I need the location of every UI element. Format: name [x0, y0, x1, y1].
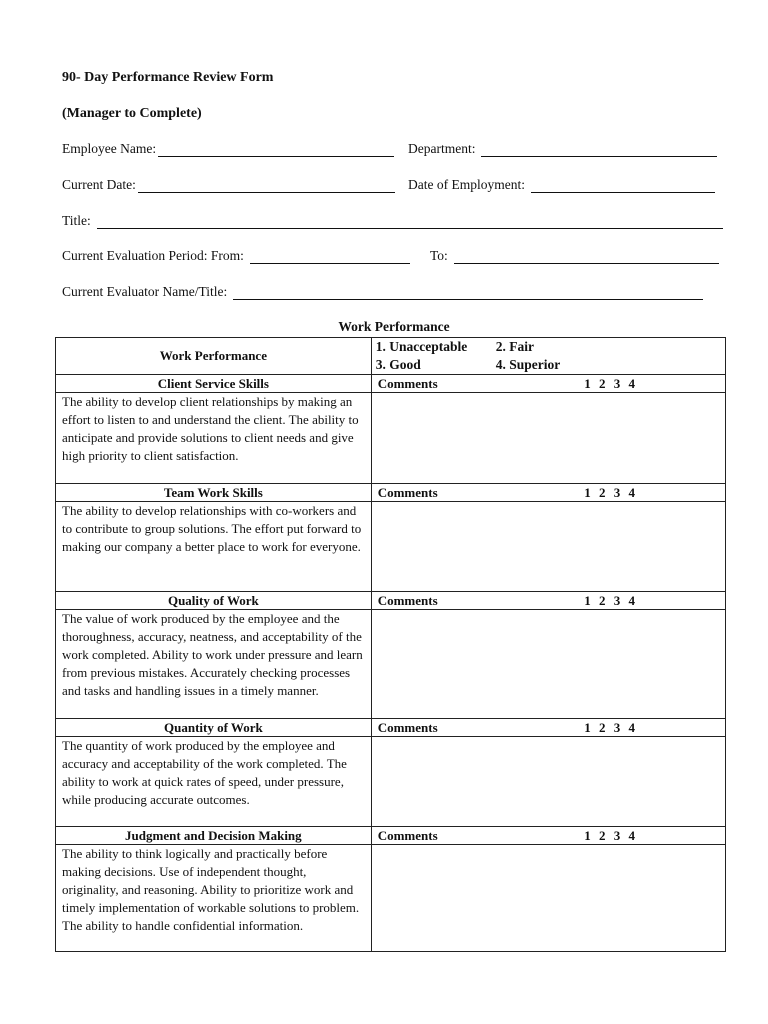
current-date-row — [62, 177, 395, 193]
category-title: Team Work Skills — [56, 484, 372, 502]
category-description: The ability to develop client relationships by making an effort to listen to and understand the client. The ability to anticipate and provide solutions to client needs and give high priority to client satisfaction. — [56, 393, 372, 484]
table-row — [56, 502, 726, 592]
title-field[interactable] — [97, 216, 723, 229]
employee-name-field[interactable] — [158, 144, 394, 157]
comments-label: Comments — [377, 485, 438, 500]
title-row — [62, 213, 723, 229]
table-row — [56, 610, 726, 719]
rating-scale[interactable]: 1 2 3 4 — [584, 376, 635, 391]
evaluation-period-to-field[interactable] — [454, 251, 719, 264]
comments-header — [371, 375, 725, 393]
table-row — [56, 827, 726, 845]
evaluation-period-from-field[interactable] — [250, 251, 410, 264]
evaluation-period-from-label: Current Evaluation Period: From: — [62, 248, 244, 263]
comments-field[interactable] — [371, 737, 725, 827]
date-of-employment-field[interactable] — [531, 180, 715, 193]
performance-table — [55, 337, 726, 952]
current-date-label: Current Date: — [62, 177, 136, 192]
evaluation-period-to-label: To: — [430, 248, 448, 263]
employee-name-label: Employee Name: — [62, 141, 157, 156]
header-work-performance: Work Performance — [56, 338, 372, 375]
rating-legend — [371, 338, 725, 375]
table-row — [56, 845, 726, 952]
evaluation-period-from-row — [62, 248, 410, 264]
comments-label: Comments — [377, 593, 438, 608]
rating-3: 3. Good — [375, 357, 421, 372]
table-row — [56, 719, 726, 737]
category-title: Quantity of Work — [56, 719, 372, 737]
comments-field[interactable] — [371, 393, 725, 484]
department-label: Department: — [408, 141, 476, 156]
category-description: The value of work produced by the employee and the thoroughness, accuracy, neatness, and acceptability of the work completed. Ability to work under pressure and learn from previous mistakes. Accurately checking processes and tasks and handling issues in a timely manner. — [56, 610, 372, 719]
rating-1: 1. Unacceptable — [375, 339, 468, 354]
evaluator-name-label: Current Evaluator Name/Title: — [62, 284, 228, 299]
category-title: Quality of Work — [56, 592, 372, 610]
rating-scale[interactable]: 1 2 3 4 — [584, 593, 635, 608]
category-description: The quantity of work produced by the employee and accuracy and acceptability of the work completed. The ability to work at quick rates of speed, under pressure, while producing accurate outcomes. — [56, 737, 372, 827]
category-description: The ability to think logically and practically before making decisions. Use of independent thought, originality, and reasoning. Ability to prioritize work and timely implementation of workable solutions to problem. The ability to handle confidential information. — [56, 845, 372, 952]
section-caption: Work Performance — [338, 319, 450, 334]
evaluator-name-field[interactable] — [233, 287, 703, 300]
evaluation-period-to-row — [430, 248, 719, 264]
rating-scale[interactable]: 1 2 3 4 — [584, 828, 635, 843]
department-field[interactable] — [481, 144, 717, 157]
table-row — [56, 375, 726, 393]
employee-name-row — [62, 141, 394, 157]
comments-field[interactable] — [371, 845, 725, 952]
category-title: Client Service Skills — [56, 375, 372, 393]
comments-label: Comments — [377, 376, 438, 391]
comments-header — [371, 719, 725, 737]
comments-header — [371, 827, 725, 845]
table-row — [56, 592, 726, 610]
table-row — [56, 484, 726, 502]
current-date-field[interactable] — [138, 180, 395, 193]
rating-4: 4. Superior — [495, 357, 561, 372]
comments-header — [371, 592, 725, 610]
table-header-row — [56, 338, 726, 375]
evaluator-name-row — [62, 284, 703, 300]
department-row — [408, 141, 717, 157]
comments-field[interactable] — [371, 502, 725, 592]
date-of-employment-label: Date of Employment: — [408, 177, 525, 192]
rating-2: 2. Fair — [495, 339, 534, 354]
table-row — [56, 737, 726, 827]
comments-label: Comments — [377, 720, 438, 735]
form-subtitle: (Manager to Complete) — [62, 106, 202, 121]
date-of-employment-row — [408, 177, 715, 193]
title-label: Title: — [62, 213, 91, 228]
table-row — [56, 393, 726, 484]
category-description: The ability to develop relationships with co-workers and to contribute to group solutions. The effort put forward to making our company a better place to work for everyone. — [56, 502, 372, 592]
category-title: Judgment and Decision Making — [56, 827, 372, 845]
comments-label: Comments — [377, 828, 438, 843]
comments-header — [371, 484, 725, 502]
comments-field[interactable] — [371, 610, 725, 719]
rating-scale[interactable]: 1 2 3 4 — [584, 720, 635, 735]
rating-scale[interactable]: 1 2 3 4 — [584, 485, 635, 500]
form-title: 90- Day Performance Review Form — [62, 70, 274, 85]
